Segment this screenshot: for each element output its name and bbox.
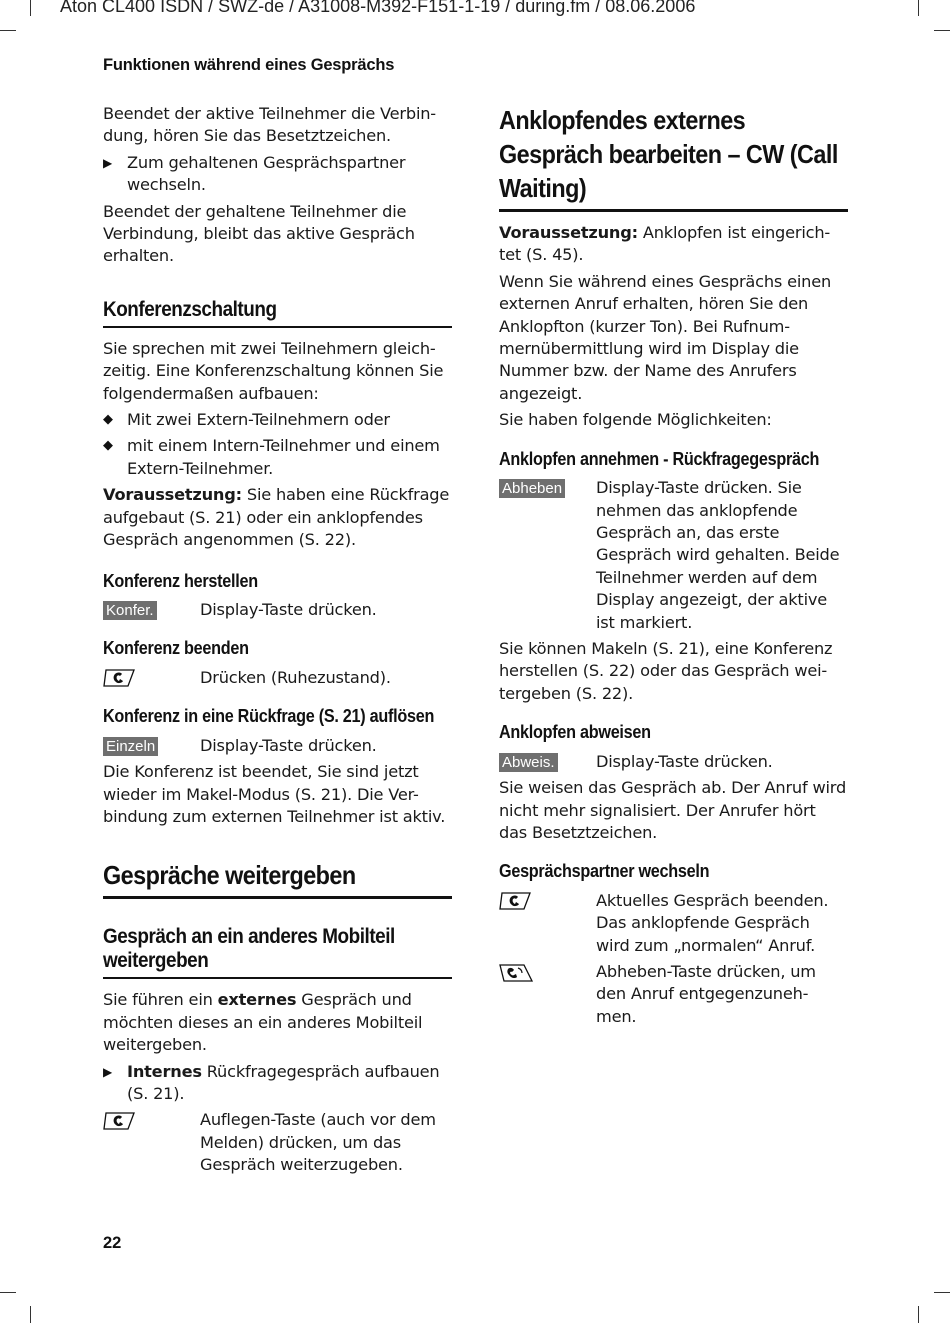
crop-mark <box>918 0 919 16</box>
key-instruction-text: Abheben-Taste drücken, um den Anruf entgegenzuneh-men. <box>596 962 816 1026</box>
prerequisite <box>103 484 452 551</box>
prerequisite-text: Sie haben eine Rückfrage aufgebaut (S. 21) oder ein anklopfendes Gespräch angenommen (S. 22). <box>103 485 450 550</box>
bullet-item <box>103 409 452 431</box>
key-instruction <box>499 477 848 634</box>
section-heading-mobilteil-weitergeben <box>103 925 452 979</box>
step-arrow-icon: ▶ <box>103 1064 113 1079</box>
key-instruction <box>499 890 848 957</box>
subheading-gespraechspartner-wechseln: Gesprächspartner wechseln <box>499 861 710 882</box>
key-instruction <box>103 1109 452 1176</box>
page-number: 22 <box>103 1234 122 1252</box>
end-call-key-icon <box>499 891 533 911</box>
softkey-konfer: Konfer. <box>103 601 157 620</box>
diamond-bullet-icon: ◆ <box>103 412 113 428</box>
right-column <box>499 103 848 1032</box>
crop-mark <box>30 0 31 16</box>
prerequisite-label: Voraussetzung: <box>499 223 638 242</box>
heading: Konferenzschaltung <box>103 297 277 321</box>
paragraph: Die Konferenz ist beendet, Sie sind jetzt wieder im Makel-Modus (S. 21). Die Ver-bindung zum externen Teilnehmer ist aktiv. <box>103 762 446 827</box>
key-instruction <box>103 735 452 757</box>
prerequisite <box>499 222 848 267</box>
key-instruction <box>499 751 848 773</box>
key-instruction-text: Aktuelles Gespräch beenden. Das anklopfende Gespräch wird zum „normalen“ Anruf. <box>596 890 829 955</box>
paragraph: Sie sprechen mit zwei Teilnehmern gleich-zeitig. Eine Konferenzschaltung können Sie folgendermaßen aufbauen: <box>103 338 444 403</box>
paragraph: Sie weisen das Gespräch ab. Der Anruf wird nicht mehr signalisiert. Der Anrufer hört das Besetztzeichen. <box>499 778 847 842</box>
key-instruction-text: Display-Taste drücken. Sie nehmen das anklopfende Gespräch an, das erste Gespräch wird gehalten. Beide Teilnehmer werden auf dem Display angezeigt, der aktive ist markiert. <box>596 478 840 632</box>
softkey-einzeln: Einzeln <box>103 737 158 756</box>
step-text: Zum gehaltenen Gesprächspartner wechseln. <box>127 152 406 195</box>
paragraph: Wenn Sie während eines Gesprächs einen externen Anruf erhalten, hören Sie den Anklopfton (kurzer Ton). Bei Rufnum-mernübermittlung wird im Display die Nummer bzw. der Name des Anrufers angezeigt. <box>499 271 832 403</box>
crop-mark <box>934 30 950 31</box>
section-heading-anklopfen <box>499 103 848 212</box>
running-head: Funktionen während eines Gesprächs <box>103 56 395 74</box>
crop-mark <box>0 1292 16 1293</box>
crop-mark <box>918 1306 919 1323</box>
bullet-item <box>103 435 452 480</box>
talk-key-icon <box>499 963 533 983</box>
key-instruction <box>103 667 452 689</box>
text-run: Rückfragegespräch aufbauen (S. 21). <box>127 1061 440 1104</box>
text-run-bold: externes <box>217 990 297 1010</box>
end-call-key-icon <box>103 668 137 688</box>
text-run-bold: Internes <box>127 1061 202 1081</box>
diamond-bullet-icon: ◆ <box>103 438 113 454</box>
paragraph <box>103 989 452 1056</box>
prerequisite-label: Voraussetzung: <box>103 485 242 505</box>
heading: Gespräch an ein anderes Mobilteil weitergeben <box>103 925 395 973</box>
step <box>103 1061 452 1106</box>
paragraph: Sie haben folgende Möglichkeiten: <box>499 410 772 430</box>
key-instruction-text: Display-Taste drücken. <box>200 735 377 755</box>
paragraph: Beendet der gehaltene Teilnehmer die Verbindung, bleibt das aktive Gespräch erhalten. <box>103 201 415 266</box>
heading: Gespräche weitergeben <box>103 860 356 891</box>
step-arrow-icon: ▶ <box>103 155 113 170</box>
subheading-konferenz-herstellen: Konferenz herstellen <box>103 570 258 591</box>
key-instruction-text: Display-Taste drücken. <box>200 600 377 619</box>
subheading-anklopfen-annehmen: Anklopfen annehmen - Rückfragegespräch <box>499 448 820 469</box>
bullet-text: mit einem Intern-Teilnehmer und einem Extern-Teilnehmer. <box>127 436 440 478</box>
softkey-abheben: Abheben <box>499 479 565 498</box>
left-column <box>103 103 452 1181</box>
paragraph: Beendet der aktive Teilnehmer die Verbin-dung, hören Sie das Besetztzeichen. <box>103 104 436 146</box>
section-heading-konferenzschaltung <box>103 298 452 328</box>
key-instruction-text: Display-Taste drücken. <box>596 751 773 771</box>
end-call-key-icon <box>103 1111 137 1131</box>
crop-mark <box>0 30 16 31</box>
step <box>103 152 452 197</box>
document-header: Aton CL400 ISDN / SWZ-de / A31008-M392-F151-1-19 / during.fm / 08.06.2006 <box>60 0 696 16</box>
key-instruction-text: Auflegen-Taste (auch vor dem Melden) drücken, um das Gespräch weiterzugeben. <box>200 1110 436 1175</box>
paragraph: Sie können Makeln (S. 21), eine Konferenz herstellen (S. 22) oder das Gespräch wei-tergeben (S. 22). <box>499 639 833 703</box>
softkey-abweis: Abweis. <box>499 753 558 772</box>
section-heading-gespraeche-weitergeben <box>103 858 452 899</box>
key-instruction <box>499 961 848 1028</box>
heading: Anklopfendes externes Gespräch bearbeiten – CW (Call Waiting) <box>499 105 838 203</box>
key-instruction-text: Drücken (Ruhezustand). <box>200 667 391 687</box>
subheading-anklopfen-abweisen: Anklopfen abweisen <box>499 722 651 743</box>
text-run: Gespräch und möchten dieses an ein anderes Mobilteil weitergeben. <box>103 990 423 1055</box>
crop-mark <box>934 1292 950 1293</box>
text-run: Sie führen ein <box>103 990 218 1010</box>
bullet-text: Mit zwei Extern-Teilnehmern oder <box>127 410 390 430</box>
step-text <box>127 1061 452 1106</box>
subheading-konferenz-aufloesen: Konferenz in eine Rückfrage (S. 21) auflösen <box>103 706 435 727</box>
key-instruction <box>103 599 452 621</box>
crop-mark <box>30 1306 31 1323</box>
prerequisite-text: Anklopfen ist eingerich-tet (S. 45). <box>499 223 831 265</box>
subheading-konferenz-beenden: Konferenz beenden <box>103 638 249 659</box>
